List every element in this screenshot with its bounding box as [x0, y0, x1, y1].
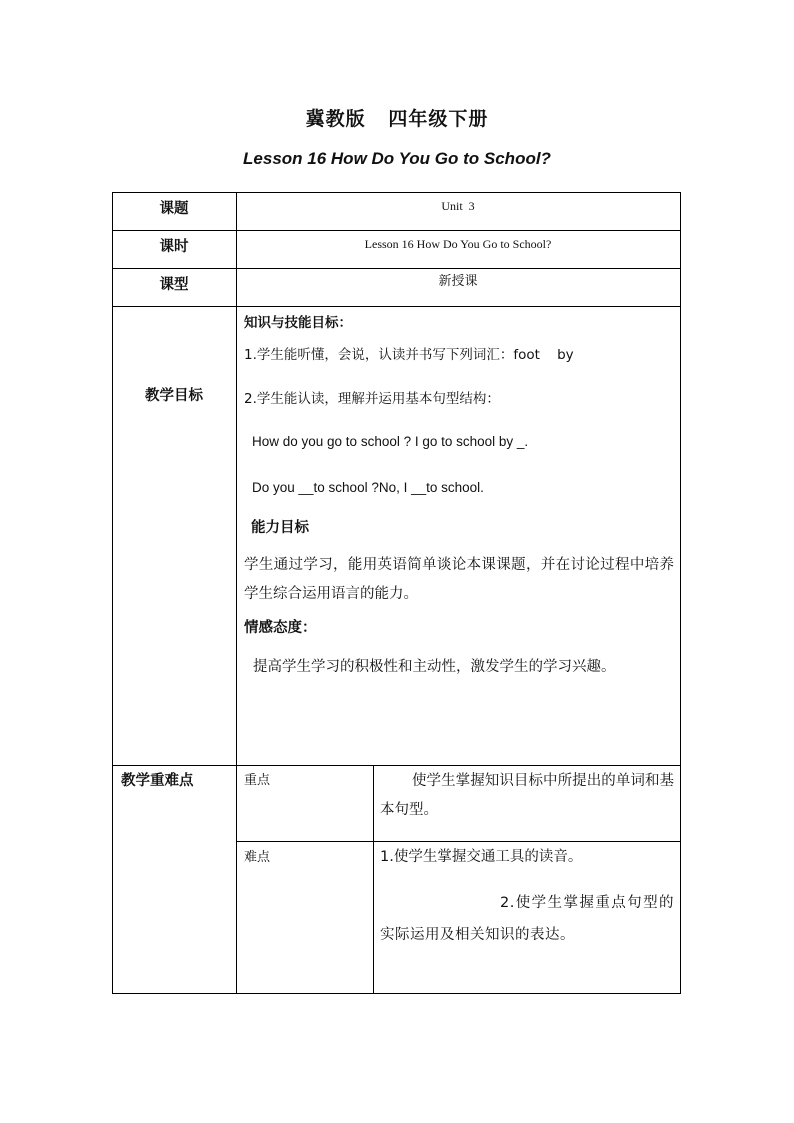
knowledge-heading: 知识与技能目标：	[244, 315, 352, 331]
difficult-point-label: 难点	[244, 850, 271, 865]
objective-item-2: 2.学生能认读，理解并运用基本句型结构：	[244, 391, 500, 407]
key-difficult-label: 教学重难点	[121, 773, 194, 789]
topic-value: Unit 3	[441, 199, 475, 213]
ability-text: 学生通过学习，能用英语简单谈论本课课题，并在讨论过程中培养学生综合运用语言的能力。	[244, 557, 674, 602]
sentence-pattern-2: Do you __to school ?No, I __to school.	[252, 480, 484, 495]
key-point-text: 使学生掌握知识目标中所提出的单词和基本句型。	[380, 773, 674, 818]
emotion-heading: 情感态度：	[244, 620, 317, 636]
document-title: 冀教版 四年级下册	[305, 108, 489, 130]
objectives-label: 教学目标	[145, 388, 203, 404]
sentence-pattern-1: How do you go to school ? I go to school by _.	[252, 434, 529, 449]
key-point-label: 重点	[244, 773, 271, 788]
difficult-item-2: 2.使学生掌握重点句型的实际运用及相关知识的表达。	[380, 895, 674, 943]
period-label: 课时	[159, 239, 189, 255]
emotion-text: 提高学生学习的积极性和主动性，激发学生的学习兴趣。	[253, 659, 616, 675]
lesson-type-label: 课型	[159, 277, 189, 293]
lesson-type-value: 新授课	[438, 274, 478, 289]
ability-heading: 能力目标	[251, 520, 309, 536]
objective-item-1: 1.学生能听懂，会说，认读并书写下列词汇：foot by	[244, 347, 574, 363]
topic-label: 课题	[159, 201, 189, 217]
document-subtitle: Lesson 16 How Do You Go to School?	[243, 149, 551, 168]
difficult-item-1: 1.使学生掌握交通工具的读音。	[380, 849, 583, 865]
period-value: Lesson 16 How Do You Go to School?	[364, 237, 552, 251]
